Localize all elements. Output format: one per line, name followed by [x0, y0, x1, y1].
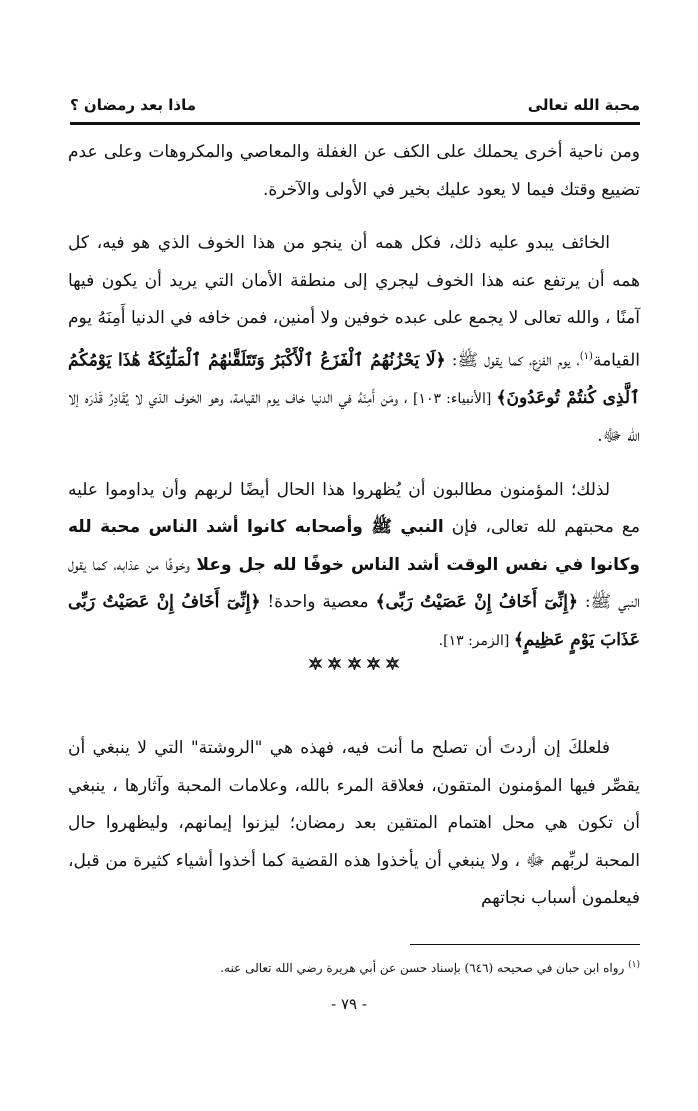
- quran-verse-anbiya: ﴿لَا يَحْزُنُهُمُ ٱلْفَزَعُ ٱلْأَكْبَرُ وَتَتَلَقَّىٰهُمُ ٱلْمَلَٰٓئِكَةُ هَٰذَا يَوْمُكُمُ ٱلَّذِى كُنتُمْ تُوعَدُونَ﴾: [68, 350, 641, 408]
- paragraph-1: [68, 134, 640, 209]
- flower-star-icon: [348, 657, 361, 670]
- paragraph-3-bold-emphasis: النبي ﷺ وأصحابه كانوا أشد الناس محبة لله وكانوا في نفس الوقت أشد الناس خوفًا لله جل وعلا: [68, 517, 640, 575]
- body-text: [68, 134, 640, 918]
- paragraph-3-text-c: معصية واحدة!: [260, 592, 376, 613]
- paragraph-2-text-b: ، يوم الفزع، كما يقول ﷺ:: [445, 350, 580, 371]
- paragraph-4-text: فلعلكَ إن أردتَ أن تصلح ما أنت فيه، فهذه هي "الروشتة" التي لا ينبغي أن يقصِّر فيها المؤمنون المتقون، فعلاقة المرء بالله، وعلامات المحبة وآثارها ، ينبغي أن تكون هي محل اهتمام المتقين بعد رمضان؛ ليزنوا إيمانهم، وليظهروا حال المحبة لربِّهم ﷻ ، ولا ينبغي أن يأخذوا هذه القضية كما أخذوا أشياء كثيرة من قبل، فيعلمون أسباب نجاتهم: [68, 738, 640, 909]
- flower-star-icon: [309, 657, 322, 670]
- quran-verse-fragment: ﴿إِنِّىٓ أَخَافُ إِنْ عَصَيْتُ رَبِّى﴾: [375, 592, 578, 613]
- spacer: [68, 678, 640, 730]
- running-header: [70, 84, 640, 114]
- spacer: [68, 456, 640, 472]
- flower-star-icon: [367, 657, 380, 670]
- header-book-section-title: محبة الله تعالى: [527, 96, 640, 114]
- flower-star-icon: [386, 657, 399, 670]
- paragraph-3-text-a: لذلك؛ المؤمنون مطالبون أن يُظهروا هذا الحال أيضًا لربهم وأن يداوموا عليه مع محبتهم لله تعالى، فإن: [68, 479, 641, 538]
- page-number: - ٧٩ -: [331, 995, 367, 1013]
- header-book-title: ماذا بعد رمضان ؟: [70, 96, 197, 114]
- spacer: [68, 209, 640, 225]
- paragraph-1-text: ومن ناحية أخرى يحملك على الكف عن الغفلة والمعاصي والمكروهات وعلى عدم تضييع وقتك فيما لا يعود عليك بخير في الأولى والآخرة.: [68, 142, 640, 200]
- verse-reference-anbiya: [الأنبياء: ١٠٣] ،: [398, 390, 497, 407]
- quran-verse-zumar: ﴿إِنِّىٓ أَخَافُ إِنْ عَصَيْتُ رَبِّى عَذَابَ يَوْمٍ عَظِيمٍ﴾: [68, 592, 640, 650]
- header-rule: [70, 122, 640, 125]
- paragraph-3: [68, 472, 640, 661]
- footnote-marker: (١): [628, 960, 640, 970]
- paragraph-2: [68, 225, 640, 456]
- paragraph-2-text-a: الخائف يبدو عليه ذلك، فكل همه أن ينجو من هذا الخوف الذي هو فيه، كل همه أن يرتفع عنه هذا الخوف ليجري إلى منطقة الأمان التي يريد أن يكون فيها آمنًا ، والله تعالى لا يجمع على عبده خوفين ولا أمنين، فمن خافه في الدنيا أَمِنَهُ يوم القيامة: [68, 233, 640, 371]
- paragraph-4: [68, 730, 640, 918]
- paragraph-2-text-c: ومَن أَمِنَهُ في الدنيا خاف يوم القيامة، وهو الخوف الذي لا يُقَادِرُ قَدْرَه إلا الله ﷻ.: [68, 387, 640, 447]
- verse-reference-zumar: [الزمر: ١٣].: [438, 632, 514, 649]
- paragraph-3-text-b: وخوفًا من عذابه، كما يقول النبي ﷺ:: [68, 554, 640, 613]
- footnote-text: رواه ابن حبان في صحيحه (٦٤٦) بإسناد حسن عن أبي هريرة رضي الله تعالى عنه.: [220, 961, 629, 975]
- footnote-rule: [410, 944, 640, 945]
- flower-star-icon: [328, 657, 341, 670]
- footnote: [70, 955, 640, 978]
- footnote-reference[interactable]: (١): [579, 350, 593, 362]
